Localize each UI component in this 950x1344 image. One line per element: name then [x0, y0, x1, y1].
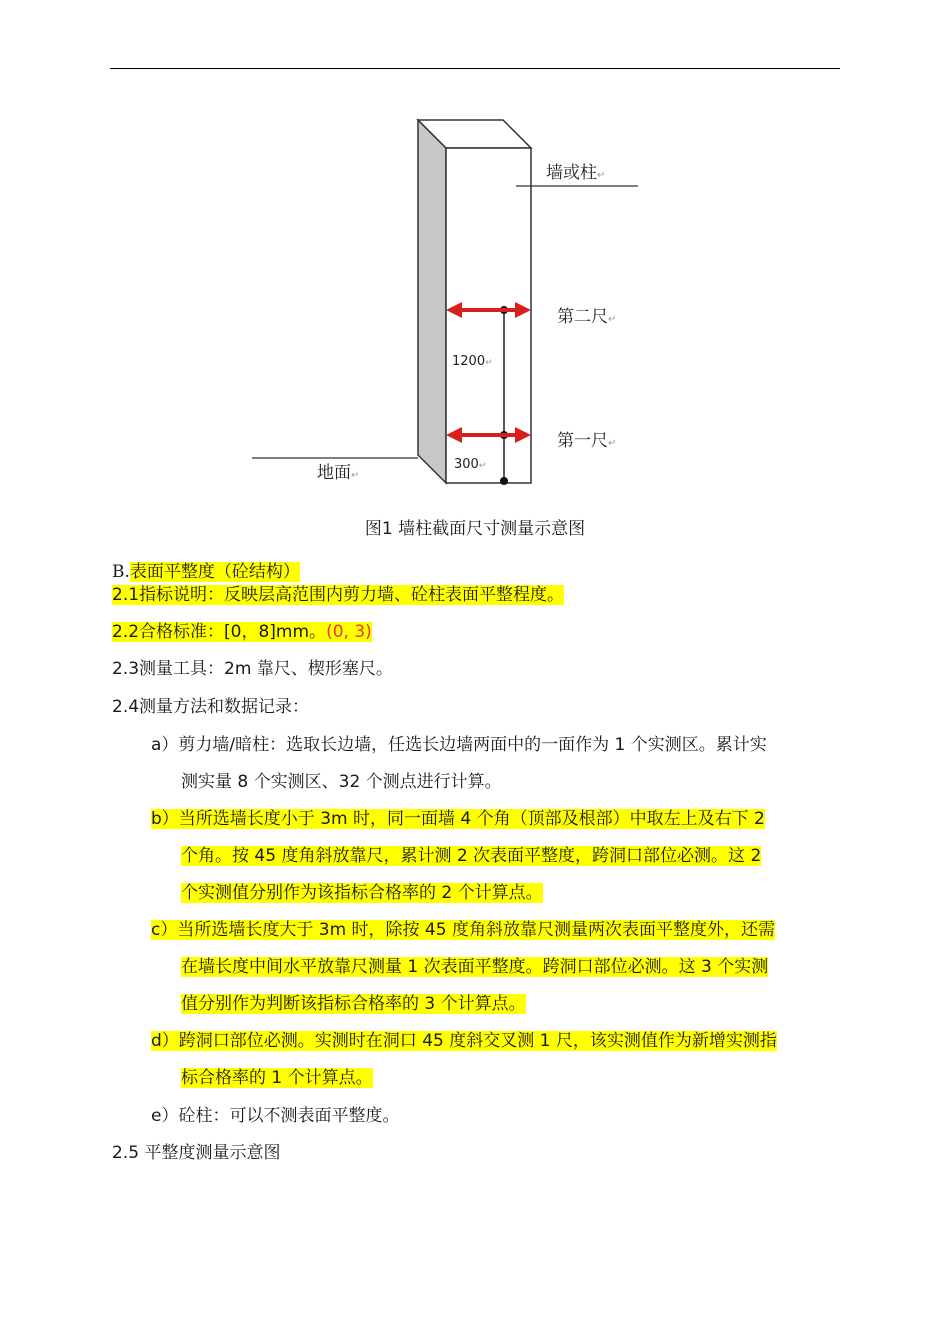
item-2-2-red-range: (0, 3): [326, 622, 372, 642]
item-2-3: 2.3测量工具：2m 靠尺、楔形塞尺。: [112, 659, 393, 679]
figure-caption: 图1 墙柱截面尺寸测量示意图: [364, 519, 586, 539]
label-wall-or-column: 墙或柱↵: [546, 163, 606, 183]
label-ground: 地面↵: [317, 463, 360, 483]
item-c-line-1-text: c）当所选墙长度大于 3m 时，除按 45 度角斜放靠尺测量两次表面平整度外，还需: [151, 920, 775, 940]
item-c-line-2-text: 在墙长度中间水平放靠尺测量 1 次表面平整度。跨洞口部位必测。这 3 个实测: [181, 957, 769, 977]
item-d-line-2: [181, 1067, 373, 1089]
item-b-line-3-text: 个实测值分别作为该指标合格率的 2 个计算点。: [181, 883, 543, 903]
dimension-dot-bottom: [500, 477, 508, 485]
label-second-ruler: 第二尺↵: [557, 307, 617, 327]
item-d-line-2-text: 标合格率的 1 个计算点。: [181, 1068, 373, 1088]
item-c-line-1: [151, 919, 775, 941]
item-d-line-1: [151, 1030, 777, 1052]
item-b-line-2: [181, 845, 761, 867]
item-2-5: 2.5 平整度测量示意图: [112, 1143, 281, 1163]
item-2-2-highlight: [112, 622, 372, 642]
item-b-line-2-text: 个角。按 45 度角斜放靠尺，累计测 2 次表面平整度，跨洞口部位必测。这 2: [181, 846, 762, 866]
section-b-prefix: B.: [112, 562, 130, 582]
item-2-1: [112, 584, 564, 606]
item-c-line-3: [181, 993, 526, 1015]
item-c-line-3-text: 值分别作为判断该指标合格率的 3 个计算点。: [181, 994, 526, 1014]
section-b-title: 表面平整度（砼结构）: [129, 562, 300, 582]
label-first-ruler: 第一尺↵: [557, 431, 617, 451]
item-2-1-text: 2.1指标说明：反映层高范围内剪力墙、砼柱表面平整程度。: [112, 585, 565, 605]
item-2-2: [112, 621, 372, 643]
item-d-line-1-text: d）跨洞口部位必测。实测时在洞口 45 度斜交叉测 1 尺，该实测值作为新增实测指: [151, 1031, 777, 1051]
item-b-line-1: [151, 808, 765, 830]
item-e-line-1: e）砼柱：可以不测表面平整度。: [151, 1106, 400, 1126]
section-b-heading: [112, 561, 300, 583]
dimension-label-300: 300↵: [454, 457, 487, 472]
column-side-face: [418, 120, 446, 483]
item-a-line-1: a）剪力墙/暗柱：选取长边墙，任选长边墙两面中的一面作为 1 个实测区。累计实: [151, 735, 767, 755]
item-2-4: 2.4测量方法和数据记录：: [112, 697, 310, 717]
item-a-line-2: 测实量 8 个实测区、32 个测点进行计算。: [181, 772, 502, 792]
item-b-line-1-text: b）当所选墙长度小于 3m 时，同一面墙 4 个角（顶部及根部）中取左上及右下 2: [151, 809, 765, 829]
item-b-line-3: [181, 882, 543, 904]
wall-column-diagram: [0, 0, 950, 500]
item-2-2-text: 2.2合格标准：[0，8]mm。: [112, 622, 327, 642]
dimension-label-1200: 1200↵: [452, 354, 493, 369]
item-c-line-2: [181, 956, 768, 978]
